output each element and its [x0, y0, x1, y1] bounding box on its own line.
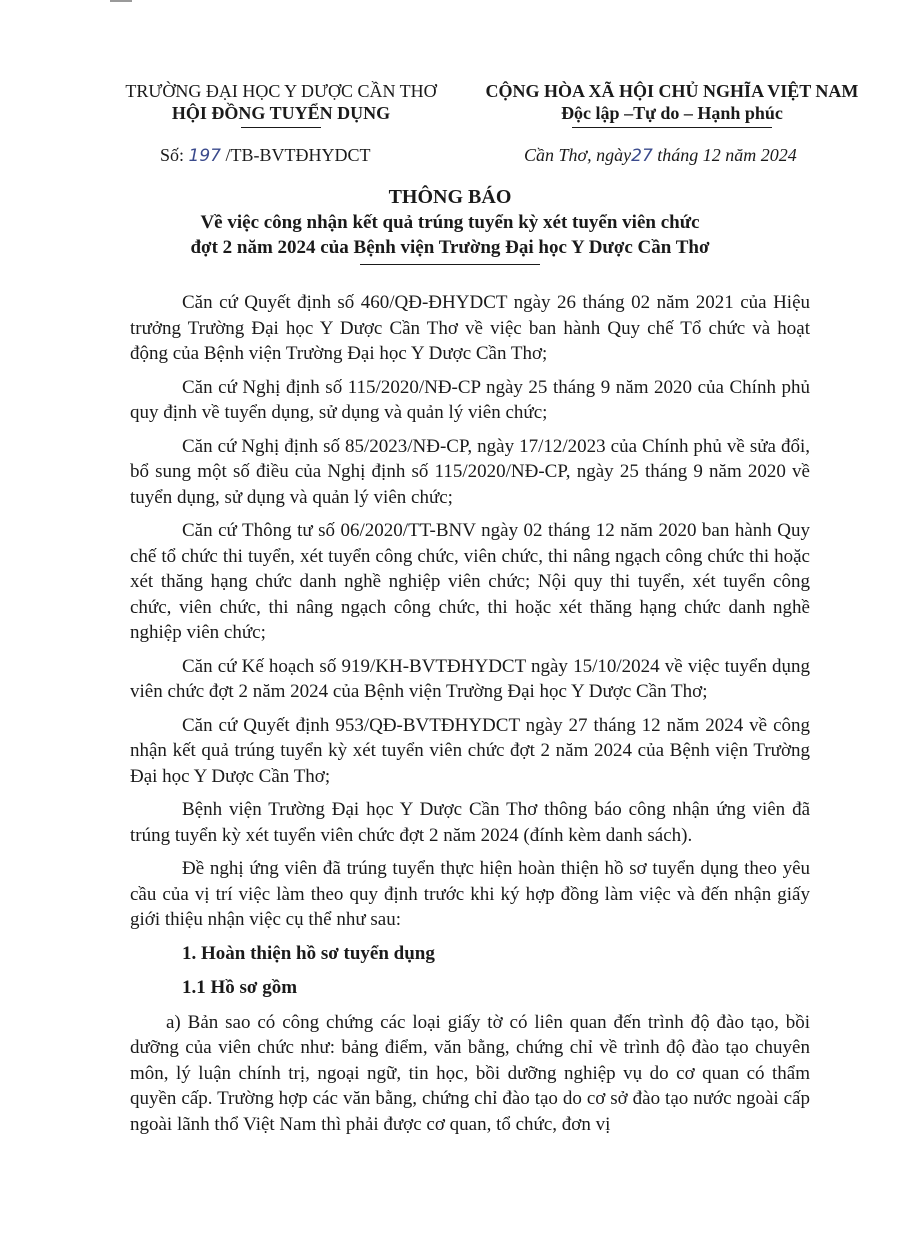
title-main: THÔNG BÁO: [388, 186, 512, 208]
title-underline: [360, 264, 540, 265]
national-motto: [462, 80, 882, 128]
handwritten-number: 197: [188, 146, 221, 166]
country-name: CỘNG HÒA XÃ HỘI CHỦ NGHĨA VIỆT NAM: [485, 81, 859, 101]
legal-basis-paragraph-2: Căn cứ Nghị định số 115/2020/NĐ-CP ngày 25 tháng 9 năm 2020 của Chính phủ quy định về tuyển dụng, sử dụng và quản lý viên chức;: [130, 376, 810, 423]
document-number-suffix: /TB-BVTĐHYDCT: [220, 145, 371, 165]
announcement-paragraph: Bệnh viện Trường Đại học Y Dược Cần Thơ thông báo công nhận ứng viên đã trúng tuyển kỳ xét tuyển viên chức đợt 2 năm 2024 (đính kèm danh sách).: [130, 799, 810, 846]
legal-basis-paragraph-3: Căn cứ Nghị định số 85/2023/NĐ-CP, ngày 17/12/2023 của Chính phủ về sửa đổi, bổ sung một số điều của Nghị định số 115/2020/NĐ-CP, ngày 25 tháng 9 năm 2020 về tuyển dụng, sử dụng và quản lý viên chức;: [130, 435, 810, 508]
document-body: [130, 290, 810, 1145]
handwritten-day: 27: [631, 146, 653, 166]
legal-basis-paragraph-6: Căn cứ Quyết định 953/QĐ-BVTĐHYDCT ngày 27 tháng 12 năm 2024 về công nhận kết quả trúng tuyển kỳ xét tuyển viên chức đợt 2 năm 2024 của Bệnh viện Trường Đại học Y Dược Cần Thơ;: [130, 714, 810, 787]
motto-underline: [572, 127, 772, 128]
issuing-authority: [96, 80, 466, 128]
legal-basis-paragraph-1: Căn cứ Quyết định số 460/QĐ-ĐHYDCT ngày 26 tháng 02 năm 2021 của Hiệu trưởng Trường Đại học Y Dược Cần Thơ về việc ban hành Quy chế Tổ chức và hoạt động của Bệnh viện Trường Đại học Y Dược Cần Thơ;: [130, 292, 810, 364]
scan-artifact: [110, 0, 132, 2]
authority-underline: [241, 127, 321, 128]
legal-basis-paragraph-5: Căn cứ Kế hoạch số 919/KH-BVTĐHYDCT ngày 15/10/2024 về việc tuyển dụng viên chức đợt 2 năm 2024 của Bệnh viện Trường Đại học Y Dược Cần Thơ;: [130, 655, 810, 702]
section-heading-1: 1. Hoàn thiện hồ sơ tuyển dụng: [182, 942, 435, 964]
request-paragraph: Đề nghị ứng viên đã trúng tuyển thực hiện hoàn thiện hồ sơ tuyển dụng theo yêu cầu của vị trí việc làm theo quy định trước khi ký hợp đồng làm việc và đến nhận giấy giới thiệu nhận việc cụ thể như sau:: [130, 858, 810, 930]
legal-basis-paragraph-4: Căn cứ Thông tư số 06/2020/TT-BNV ngày 02 tháng 12 năm 2020 ban hành Quy chế tổ chức thi tuyển, xét tuyển công chức, viên chức, thi nâng ngạch công chức thi hoặc xét thăng hạng chức danh nghề nghiệp viên chức; Nội quy thi tuyển, xét tuyển công chức, viên chức, thi nâng ngạch công chức, thi hoặc xét thăng hạng chức danh nghề nghiệp viên chức;: [130, 520, 810, 643]
document-title: [0, 185, 900, 265]
document-number: [160, 145, 370, 166]
item-a-paragraph: a) Bản sao có công chứng các loại giấy tờ có liên quan đến trình độ đào tạo, bồi dưỡng của viên chức như: bảng điểm, văn bằng, chứng chỉ về trình độ đào tạo chuyên môn, lý luận chính trị, ngoại ngữ, tin học, bồi dưỡng nghiệp vụ do cơ quan có thẩm quyền cấp. Trường hợp các văn bằng, chứng chỉ đào tạo do cơ sở đào tạo nước ngoài cấp ngoài lãnh thổ Việt Nam thì phải được cơ quan, tổ chức, đơn vị: [130, 1011, 810, 1135]
date-prefix: Cần Thơ, ngày: [524, 145, 632, 165]
council-name: HỘI ĐỒNG TUYỂN DỤNG: [171, 103, 391, 123]
date-suffix: tháng 12 năm 2024: [652, 145, 797, 165]
title-subject-line-2: đợt 2 năm 2024 của Bệnh viện Trường Đại học Y Dược Cần Thơ: [190, 237, 710, 258]
section-heading-1-1: 1.1 Hồ sơ gồm: [182, 977, 298, 998]
document-number-prefix: Số:: [160, 145, 189, 165]
title-subject-line-1: Về việc công nhận kết quả trúng tuyển kỳ xét tuyển viên chức: [200, 212, 700, 233]
motto: Độc lập –Tự do – Hạnh phúc: [561, 103, 783, 123]
university-name: TRƯỜNG ĐẠI HỌC Y DƯỢC CẦN THƠ: [125, 81, 437, 101]
document-date: [524, 145, 797, 166]
